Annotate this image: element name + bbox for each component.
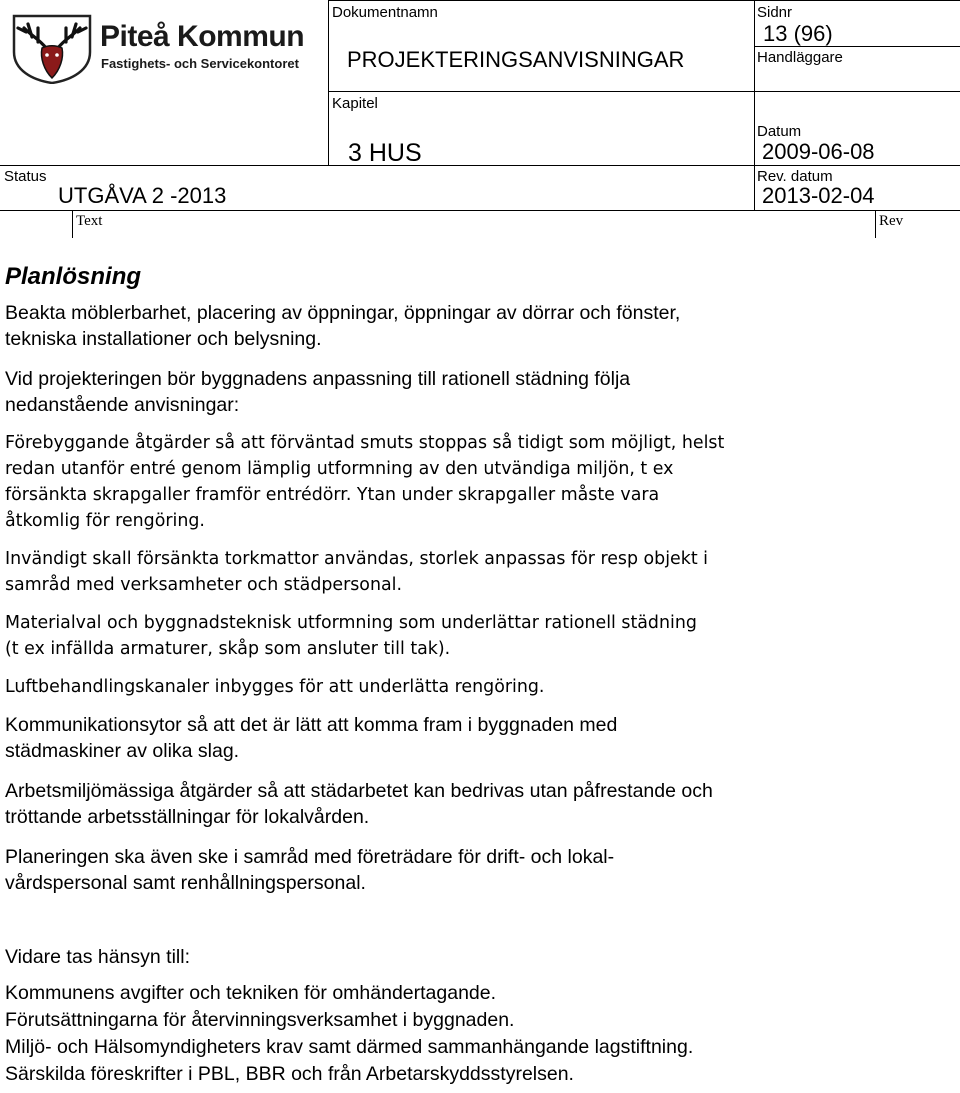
status-value: UTGÅVA 2 -2013 (58, 183, 227, 208)
consideration-list (5, 980, 955, 1088)
header-top-border (328, 0, 960, 1)
reindeer-crest-icon (10, 14, 94, 84)
handler-label: Handläggare (757, 49, 843, 66)
page-number-value: 13 (96) (763, 21, 833, 46)
rev-column-label: Rev (879, 213, 904, 229)
header-rule-chapter (328, 91, 960, 92)
page-number-label: Sidnr (757, 4, 793, 21)
date-value: 2009-06-08 (762, 139, 875, 164)
paragraph-coordination: Planeringen ska även ske i samråd med företrädare för drift- och lokal- vårdspersonal samt renhållningspersonal. (5, 846, 615, 894)
paragraph-communication: Kommunikationsytor så att det är lätt att komma fram i byggnaden med städmaskiner av olika slag. (5, 714, 618, 762)
list-item: Miljö- och Hälsomyndigheters krav samt därmed sammanhängande lagstiftning. (5, 1036, 694, 1058)
date-label: Datum (757, 123, 802, 140)
list-item: Kommunens avgifter och tekniken för omhändertagande. (5, 982, 497, 1004)
chapter-value: 3 HUS (348, 139, 422, 167)
header-vrule-text-left (72, 210, 73, 238)
header-vrule-rev (875, 210, 876, 238)
list-item: Förutsättningarna för återvinningsverksamhet i byggnaden. (5, 1009, 515, 1031)
logo-subtitle: Fastighets- och Servicekontoret (101, 56, 299, 71)
pitea-kommun-logo (10, 14, 322, 84)
section-title: Planlösning (5, 263, 142, 290)
paragraph-work-environment: Arbetsmiljömässiga åtgärder så att städarbetet kan bedrivas utan påfrestande och tröttande arbetsställningar för lokalvården. (5, 780, 713, 828)
text-column-label: Text (76, 213, 103, 229)
logo-name: Piteå Kommun (100, 20, 305, 53)
status-label: Status (4, 168, 47, 185)
paragraph-planning: Beakta möblerbarhet, placering av öppningar, öppningar av dörrar och fönster, tekniska installationer och belysning. (5, 302, 681, 350)
header-rule-text (0, 210, 960, 211)
paragraph-mats: Invändigt skall försänkta torkmattor användas, storlek anpassas för resp objekt i samråd med verksamheter och städpersonal. (5, 549, 709, 595)
paragraph-preventive: Förebyggande åtgärder så att förväntad smuts stoppas så tidigt som möjligt, helst redan utanför entré genom lämplig utformning av den utvändiga miljön, t ex försänkta skrapgaller framför entrédörr. Ytan under skrapgaller måste vara åtkomlig för rengöring. (5, 433, 725, 531)
paragraph-ventilation: Luftbehandlingskanaler inbygges för att underlätta rengöring. (5, 677, 545, 697)
rev-date-label: Rev. datum (757, 168, 833, 185)
rev-date-value: 2013-02-04 (762, 183, 875, 208)
header-vrule-right (754, 0, 755, 211)
list-item: Särskilda föreskrifter i PBL, BBR och från Arbetarskyddsstyrelsen. (5, 1063, 574, 1085)
header-rule-status (0, 165, 960, 166)
chapter-label: Kapitel (332, 95, 378, 112)
document-body (5, 262, 955, 1088)
header-vrule-logo (328, 0, 329, 166)
document-name-label: Dokumentnamn (332, 4, 438, 21)
paragraph-materials: Materialval och byggnadsteknisk utformning som underlättar rationell städning (t ex infällda armaturer, skåp som ansluter till tak). (5, 613, 697, 659)
header-rule-handler (754, 46, 960, 47)
paragraph-cleaning-intro: Vid projekteringen bör byggnadens anpassning till rationell städning följa nedanstående anvisningar: (5, 368, 631, 416)
paragraph-consideration: Vidare tas hänsyn till: (5, 946, 190, 968)
document-name-value: PROJEKTERINGSANVISNINGAR (347, 47, 685, 72)
